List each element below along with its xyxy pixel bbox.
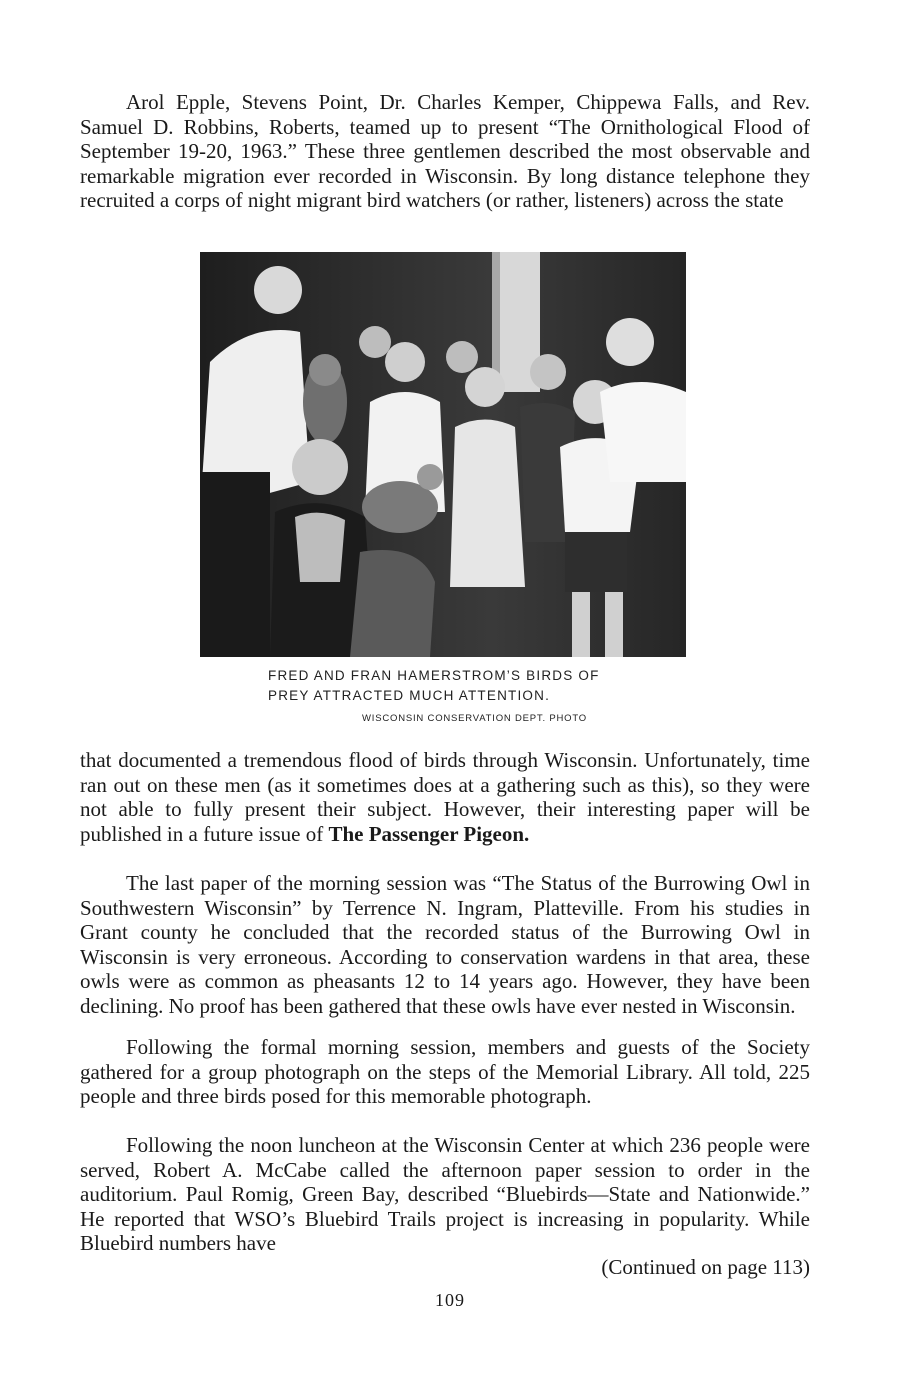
caption-line-1: FRED AND FRAN HAMERSTROM’S BIRDS OF <box>268 668 600 683</box>
paragraph-ornithological-flood: Arol Epple, Stevens Point, Dr. Charles Kemper, Chippewa Falls, and Rev. Samuel D. Robbins, Roberts, teamed up to present “The Ornithological Flood of September 19-20, 1963.” These three gentlemen described the most observable and remarkable migration ever recorded in Wisconsin. By long distance telephone they recruited a corps of night migrant bird watchers (or rather, listeners) across the state <box>80 90 810 213</box>
paragraph-text: that documented a tremendous flood of birds through Wisconsin. Unfortunately, time ran out on these men (as it sometimes does at a gathering such as this), so they were not able to fully present their subject. However, their interesting paper will be published in a future issue of <box>80 748 810 846</box>
paragraph-flood-continued <box>80 748 810 846</box>
continued-notice: (Continued on page 113) <box>601 1255 810 1279</box>
paragraph-group-photograph: Following the formal morning session, members and guests of the Society gathered for a group photograph on the steps of the Memorial Library. All told, 225 people and three birds posed for this memorable photograph. <box>80 1035 810 1109</box>
caption-line-2: PREY ATTRACTED MUCH ATTENTION. <box>268 688 551 703</box>
photo-credit: WISCONSIN CONSERVATION DEPT. PHOTO <box>362 713 587 724</box>
photograph-birds-of-prey <box>200 252 686 657</box>
journal-title: The Passenger Pigeon. <box>328 821 530 846</box>
page-number: 109 <box>435 1290 465 1310</box>
photo-caption <box>268 666 600 706</box>
paragraph-burrowing-owl: The last paper of the morning session was “The Status of the Burrowing Owl in Southwestern Wisconsin” by Terrence N. Ingram, Platteville. From his studies in Grant county he concluded that the recorded status of the Burrowing Owl in Wisconsin is very erroneous. According to conservation wardens in that area, these owls were as common as pheasants 12 to 14 years ago. However, they have been declining. No proof has been gathered that these owls have ever nested in Wisconsin. <box>80 871 810 1018</box>
paragraph-afternoon-session: Following the noon luncheon at the Wisconsin Center at which 236 people were served, Robert A. McCabe called the afternoon paper session to order in the auditorium. Paul Romig, Green Bay, described “Bluebirds—State and Nationwide.” He reported that WSO’s Bluebird Trails project is increasing in popularity. While Bluebird numbers have <box>80 1133 810 1256</box>
